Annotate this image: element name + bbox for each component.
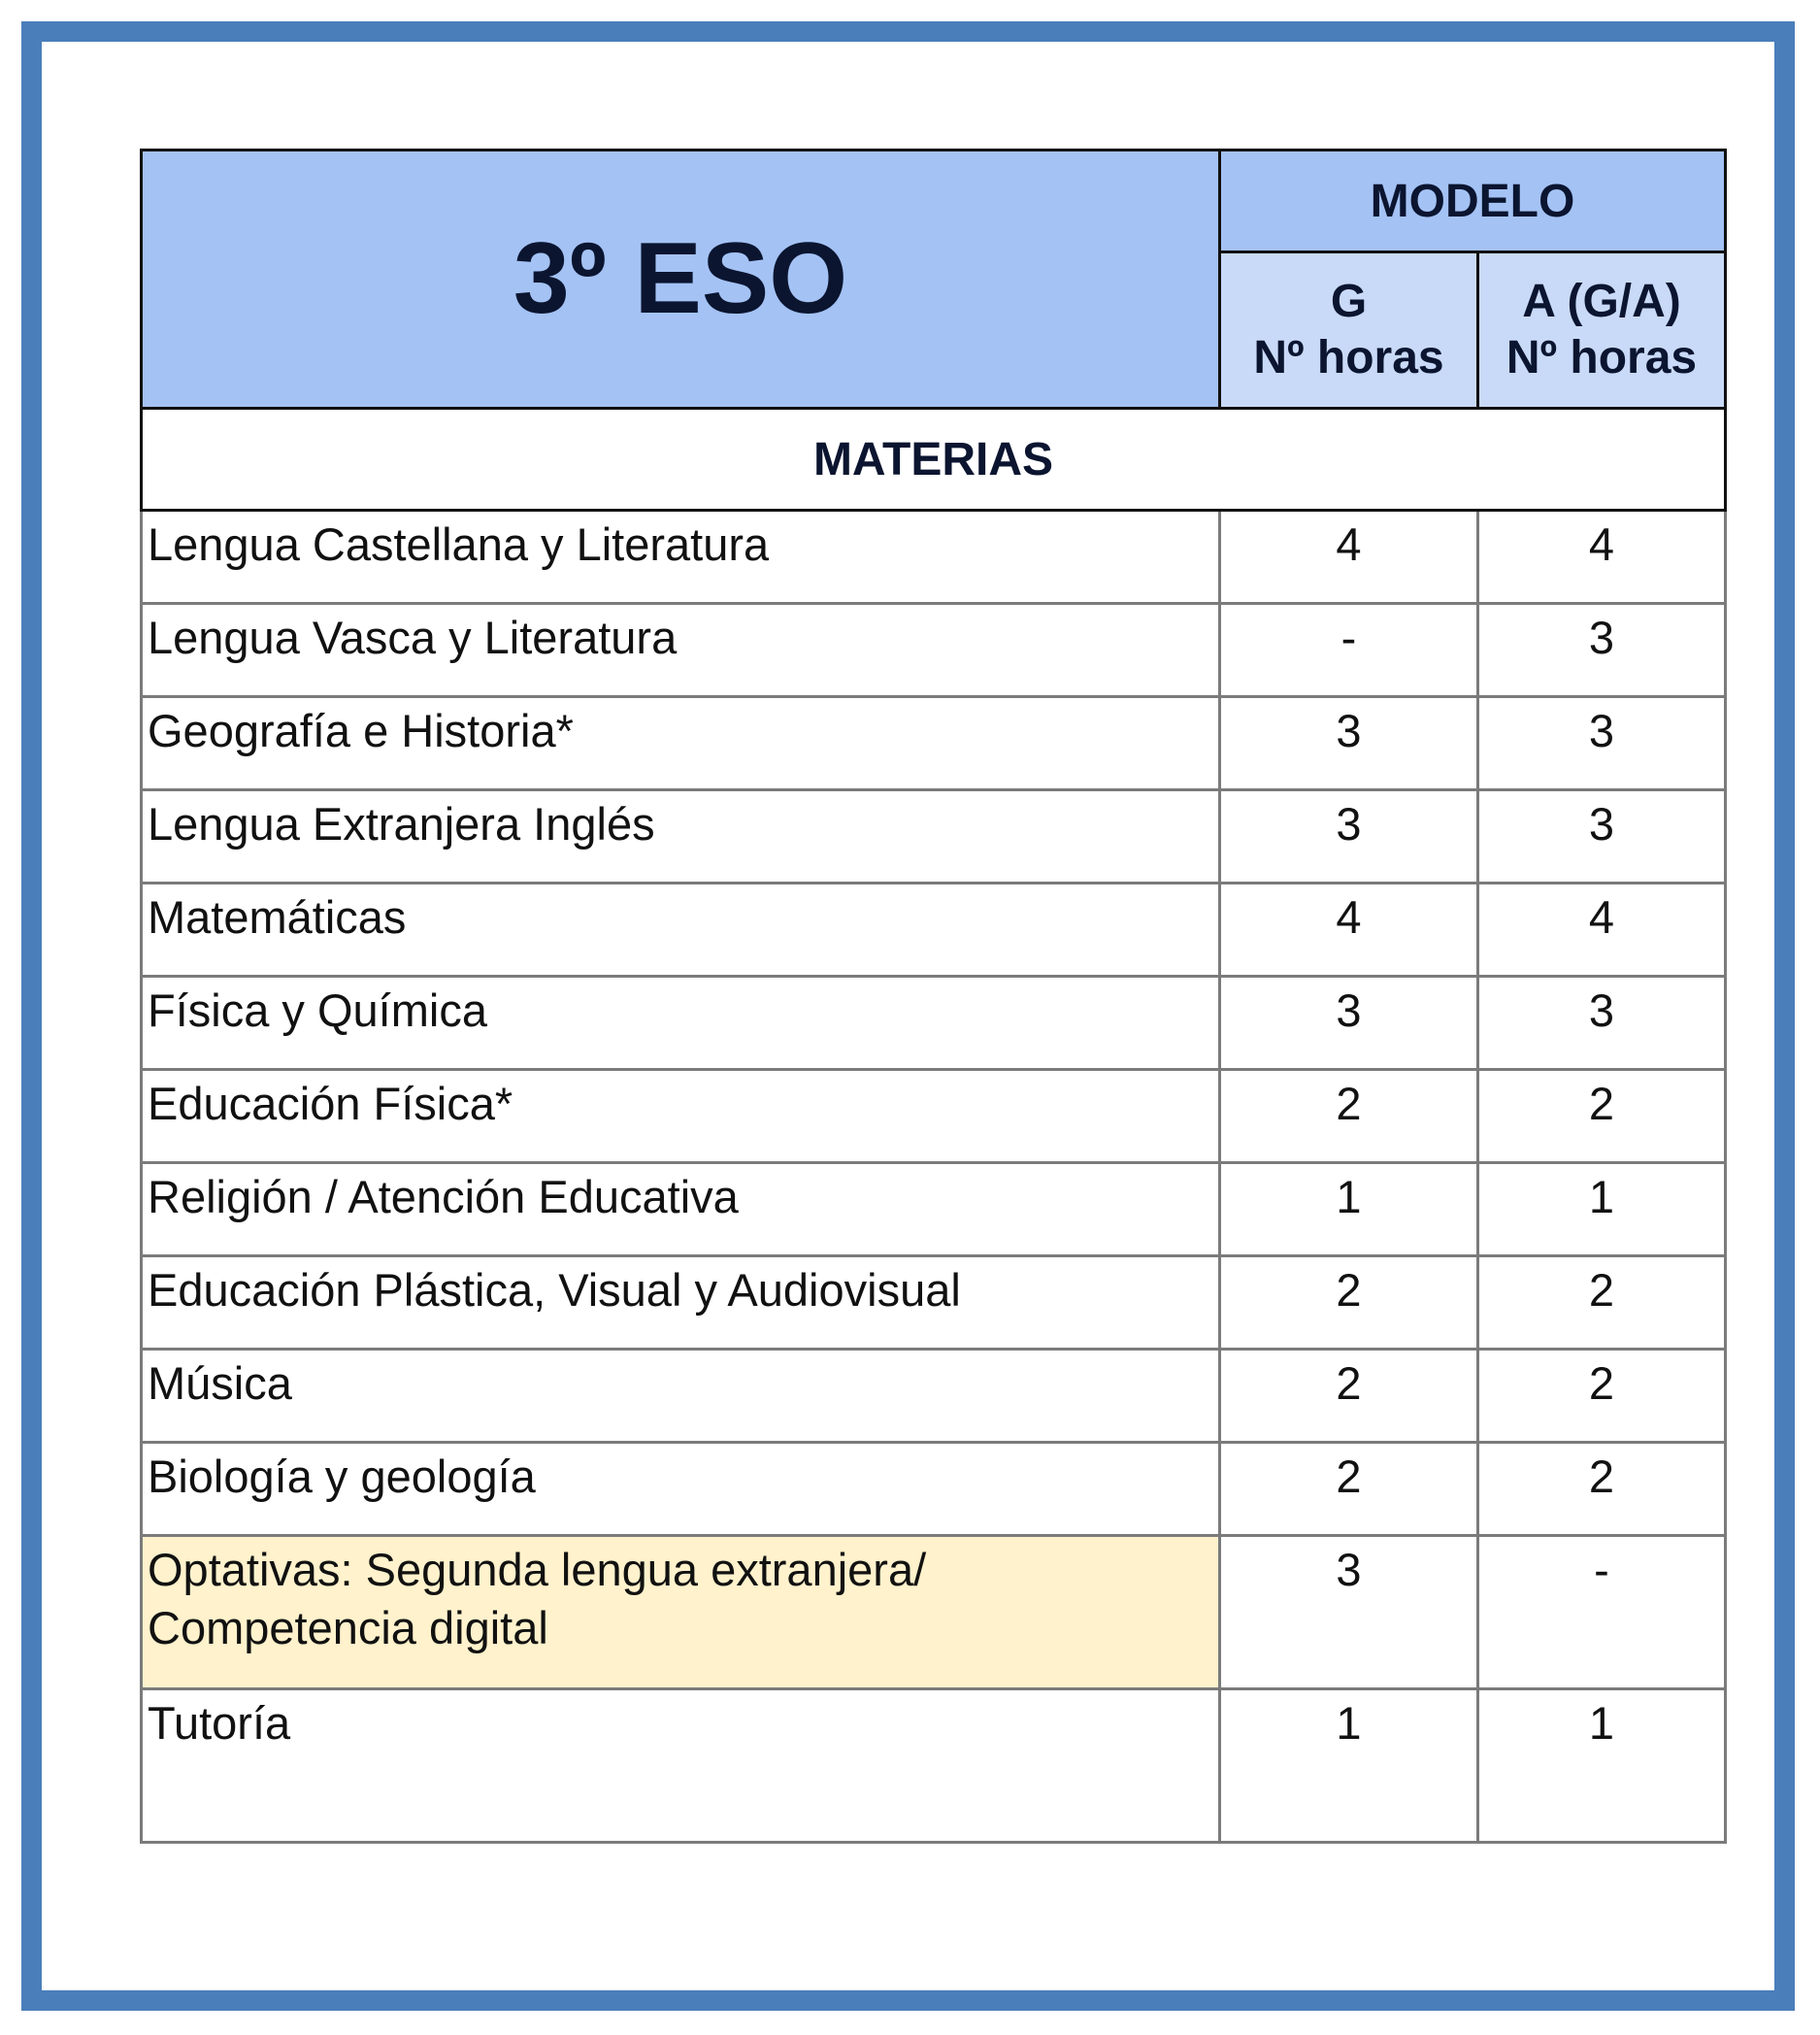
hours-g-cell: 3 — [1220, 977, 1478, 1070]
hours-g-cell: 1 — [1220, 1689, 1478, 1843]
subject-cell: Música — [142, 1350, 1220, 1443]
column-header-g — [1220, 252, 1478, 409]
hours-g-cell: 3 — [1220, 790, 1478, 884]
table-row — [142, 1070, 1726, 1163]
subject-line-1: Optativas: Segunda lengua extranjera/ — [148, 1544, 927, 1595]
hours-a-cell: 2 — [1478, 1350, 1726, 1443]
table-row — [142, 1163, 1726, 1256]
hours-a-cell: 4 — [1478, 884, 1726, 977]
hours-g-cell: - — [1220, 604, 1478, 697]
hours-a-cell: 3 — [1478, 604, 1726, 697]
hours-a-cell: - — [1478, 1536, 1726, 1689]
hours-g-cell: 2 — [1220, 1070, 1478, 1163]
subject-cell: Educación Plástica, Visual y Audiovisual — [142, 1256, 1220, 1350]
subject-cell-optativas — [142, 1536, 1220, 1689]
table-row — [142, 1256, 1726, 1350]
subject-cell: Lengua Castellana y Literatura — [142, 511, 1220, 604]
hours-a-cell: 2 — [1478, 1443, 1726, 1536]
modelo-header: MODELO — [1220, 150, 1726, 252]
subject-line-2: Competencia digital — [148, 1602, 548, 1653]
section-row — [142, 409, 1726, 511]
hours-table — [140, 149, 1727, 1844]
column-header-a-model: A (G/A) — [1522, 276, 1681, 327]
hours-a-cell: 3 — [1478, 790, 1726, 884]
table-row — [142, 790, 1726, 884]
subject-cell: Física y Química — [142, 977, 1220, 1070]
header-row-1 — [142, 150, 1726, 252]
subject-cell: Biología y geología — [142, 1443, 1220, 1536]
table-row-optativas — [142, 1536, 1726, 1689]
hours-a-cell: 3 — [1478, 977, 1726, 1070]
subject-cell: Tutoría — [142, 1689, 1220, 1843]
hours-a-cell: 2 — [1478, 1256, 1726, 1350]
hours-a-cell: 4 — [1478, 511, 1726, 604]
hours-g-cell: 2 — [1220, 1350, 1478, 1443]
table-row — [142, 511, 1726, 604]
hours-g-cell: 2 — [1220, 1443, 1478, 1536]
table-row — [142, 1689, 1726, 1843]
hours-g-cell: 2 — [1220, 1256, 1478, 1350]
table-row — [142, 1443, 1726, 1536]
table-row — [142, 977, 1726, 1070]
hours-a-cell: 1 — [1478, 1163, 1726, 1256]
hours-a-cell: 1 — [1478, 1689, 1726, 1843]
column-header-a-hours: Nº horas — [1506, 332, 1698, 384]
section-label-materias: MATERIAS — [142, 409, 1726, 511]
hours-g-cell: 1 — [1220, 1163, 1478, 1256]
subject-cell: Lengua Extranjera Inglés — [142, 790, 1220, 884]
subject-cell: Educación Física* — [142, 1070, 1220, 1163]
hours-g-cell: 4 — [1220, 511, 1478, 604]
hours-g-cell: 4 — [1220, 884, 1478, 977]
table-row — [142, 884, 1726, 977]
table-title: 3º ESO — [142, 150, 1220, 409]
hours-g-cell: 3 — [1220, 1536, 1478, 1689]
hours-a-cell: 3 — [1478, 697, 1726, 790]
subject-cell: Geografía e Historia* — [142, 697, 1220, 790]
column-header-g-hours: Nº horas — [1253, 332, 1444, 384]
column-header-a — [1478, 252, 1726, 409]
column-header-g-model: G — [1330, 276, 1368, 327]
table-row — [142, 1350, 1726, 1443]
hours-g-cell: 3 — [1220, 697, 1478, 790]
subject-cell: Lengua Vasca y Literatura — [142, 604, 1220, 697]
table-row — [142, 697, 1726, 790]
subject-cell: Religión / Atención Educativa — [142, 1163, 1220, 1256]
table-row — [142, 604, 1726, 697]
hours-a-cell: 2 — [1478, 1070, 1726, 1163]
subject-cell: Matemáticas — [142, 884, 1220, 977]
